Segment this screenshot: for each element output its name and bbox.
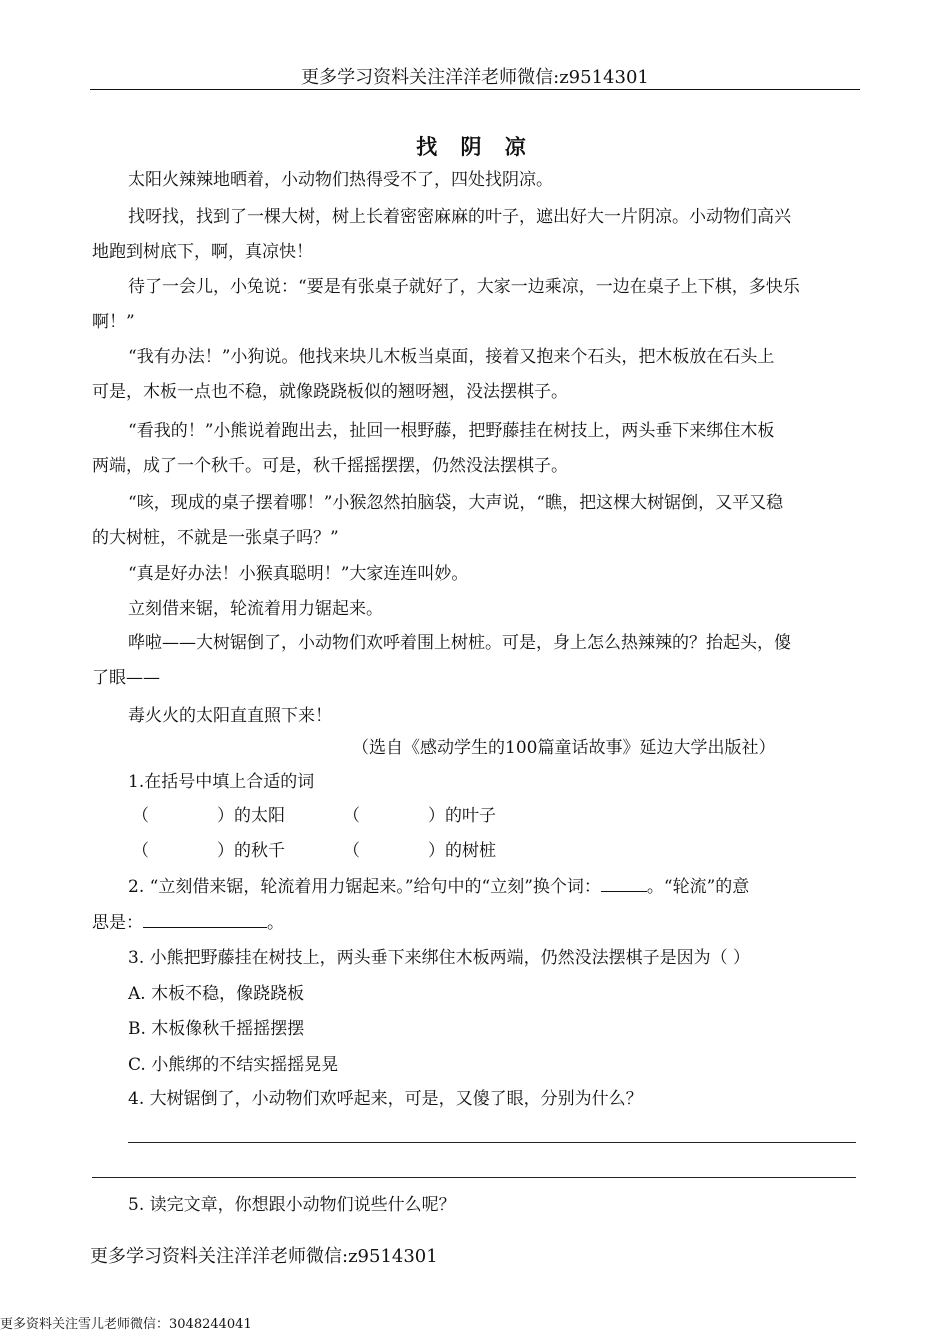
question-2: [128, 875, 749, 898]
q2-end: 。: [267, 913, 284, 933]
close-paren: ）: [428, 806, 445, 826]
story-paragraph: “真是好办法！小猴真聪明！”大家连连叫妙。: [128, 564, 469, 584]
page-header-text: 更多学习资料关注洋洋老师微信:z9514301: [301, 67, 649, 88]
story-paragraph: “咳，现成的桌子摆着哪！”小猴忽然拍脑袋，大声说，“瞧，把这棵大树锯倒，又平又稳: [128, 493, 784, 513]
story-paragraph: 哗啦——大树锯倒了，小动物们欢呼着围上树桩。可是，身上怎么热辣辣的？抬起头，傻: [128, 633, 791, 653]
q2-blank-1[interactable]: [601, 875, 647, 892]
q1-word: 的秋千: [234, 841, 285, 861]
q3-option-c[interactable]: C. 小熊绑的不结实摇摇晃晃: [128, 1055, 339, 1075]
q3-option-b[interactable]: B. 木板像秋千摇摇摆摆: [128, 1019, 305, 1039]
story-paragraph-continued: 啊！”: [92, 312, 135, 332]
q2-blank-2[interactable]: [143, 911, 267, 928]
close-paren: ）: [217, 806, 234, 826]
close-paren: ）: [217, 841, 234, 861]
story-paragraph: 太阳火辣辣地晒着，小动物们热得受不了，四处找阴凉。: [128, 170, 553, 190]
q2-text: 2. “立刻借来锯，轮流着用力锯起来。”给句中的“立刻”换个词：: [128, 877, 601, 897]
story-paragraph-continued: 的大树桩，不就是一张桌子吗？”: [92, 528, 339, 548]
q4-answer-line-2[interactable]: [92, 1177, 856, 1178]
story-paragraph: 毒火火的太阳直直照下来！: [128, 706, 332, 726]
story-title: 找 阴 凉: [416, 135, 534, 159]
q1-blank-4[interactable]: [343, 840, 496, 862]
story-paragraph-continued: 地跑到树底下，啊，真凉快！: [92, 242, 313, 262]
page-footer-text: 更多学习资料关注洋洋老师微信:z9514301: [90, 1246, 438, 1267]
question-5: 5. 读完文章，你想跟小动物们说些什么呢？: [128, 1195, 456, 1215]
story-paragraph-continued: 两端，成了一个秋千。可是，秋千摇摇摆摆，仍然没法摆棋子。: [92, 456, 568, 476]
q1-blank-2[interactable]: [343, 805, 496, 827]
q1-blank-1[interactable]: [132, 805, 285, 827]
story-paragraph: 待了一会儿，小兔说：“要是有张桌子就好了，大家一边乘凉，一边在桌子上下棋，多快乐: [128, 277, 800, 297]
story-paragraph: “看我的！”小熊说着跑出去，扯回一根野藤，把野藤挂在树技上，两头垂下来绑住木板: [128, 421, 775, 441]
q3-option-a[interactable]: A. 木板不稳，像跷跷板: [128, 984, 305, 1004]
question-3: 3. 小熊把野藤挂在树技上，两头垂下来绑住木板两端，仍然没法摆棋子是因为（ ）: [128, 948, 751, 968]
header-divider: [90, 89, 860, 90]
open-paren: （: [132, 841, 149, 861]
corner-watermark-text: 更多资料关注雪儿老师微信：3048244041: [0, 1317, 252, 1332]
story-paragraph-continued: 可是，木板一点也不稳，就像跷跷板似的翘呀翘，没法摆棋子。: [92, 382, 568, 402]
q4-answer-line-1[interactable]: [128, 1142, 856, 1143]
q2-text: 思是：: [92, 913, 143, 933]
story-paragraph: “我有办法！”小狗说。他找来块儿木板当桌面，接着又抱来个石头，把木板放在石头上: [128, 347, 775, 367]
open-paren: （: [132, 806, 149, 826]
q1-word: 的叶子: [445, 806, 496, 826]
close-paren: ）: [428, 841, 445, 861]
open-paren: （: [343, 806, 360, 826]
q2-text-cont: 。“轮流”的意: [646, 877, 750, 897]
story-paragraph: 找呀找，找到了一棵大树，树上长着密密麻麻的叶子，遮出好大一片阴凉。小动物们高兴: [128, 207, 791, 227]
question-2-continued: [92, 911, 284, 934]
story-source: （选自《感动学生的100篇童话故事》延边大学出版社）: [352, 738, 776, 758]
story-paragraph: 立刻借来锯，轮流着用力锯起来。: [128, 599, 383, 619]
q1-word: 的太阳: [234, 806, 285, 826]
question-4: 4. 大树锯倒了，小动物们欢呼起来，可是，又傻了眼，分别为什么？: [128, 1089, 643, 1109]
q1-blank-3[interactable]: [132, 840, 285, 862]
q1-word: 的树桩: [445, 841, 496, 861]
open-paren: （: [343, 841, 360, 861]
question-1: 1.在括号中填上合适的词: [128, 772, 315, 792]
story-paragraph-continued: 了眼——: [92, 668, 160, 688]
